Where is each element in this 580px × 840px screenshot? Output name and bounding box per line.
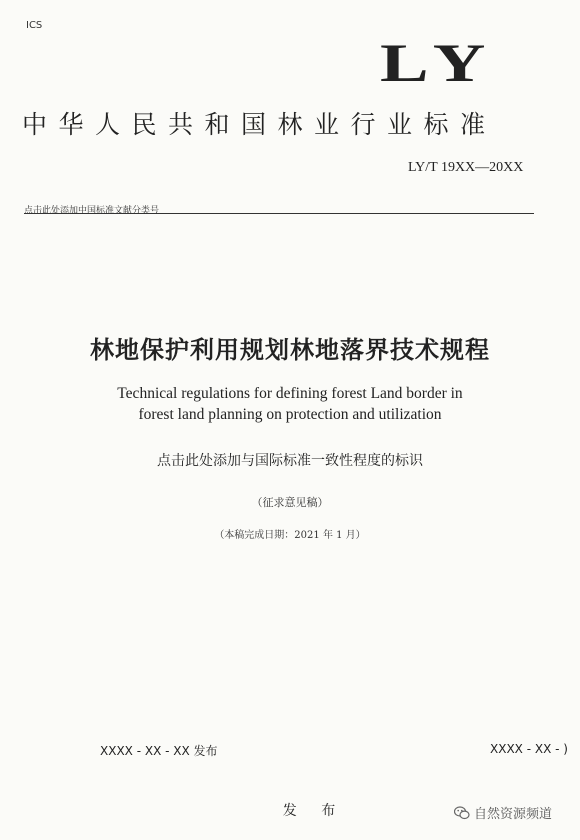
ics-label: ICS — [26, 20, 43, 31]
document-title: 林地保护利用规划林地落界技术规程 — [90, 336, 490, 364]
watermark-text: 自然资源频道 — [474, 807, 553, 822]
consistency-note-link[interactable]: 点击此处添加与国际标准一致性程度的标识 — [157, 453, 423, 469]
classification-rule — [24, 213, 534, 214]
wechat-icon — [454, 806, 470, 820]
issue-label: 发 布 — [282, 803, 346, 819]
classification-link[interactable]: 点击此处添加中国标准文献分类号 — [24, 206, 160, 216]
ly-logo: LY — [380, 33, 497, 93]
draft-label: （征求意见稿） — [251, 496, 329, 509]
completion-date: （本稿完成日期：2021 年 1 月） — [214, 530, 366, 541]
english-title-line-2: forest land planning on protection and utilization — [138, 406, 442, 423]
english-title — [40, 383, 540, 425]
standard-code: LY/T 19XX—20XX — [408, 160, 524, 175]
implement-date: XXXX - XX - ) — [490, 742, 568, 756]
english-title-line-1: Technical regulations for defining forest Land border in — [117, 385, 463, 402]
publish-date: XXXX - XX - XX 发布 — [100, 744, 218, 758]
standard-title: 中华人民共和国林业行业标准 — [22, 110, 497, 139]
watermark — [454, 803, 552, 822]
